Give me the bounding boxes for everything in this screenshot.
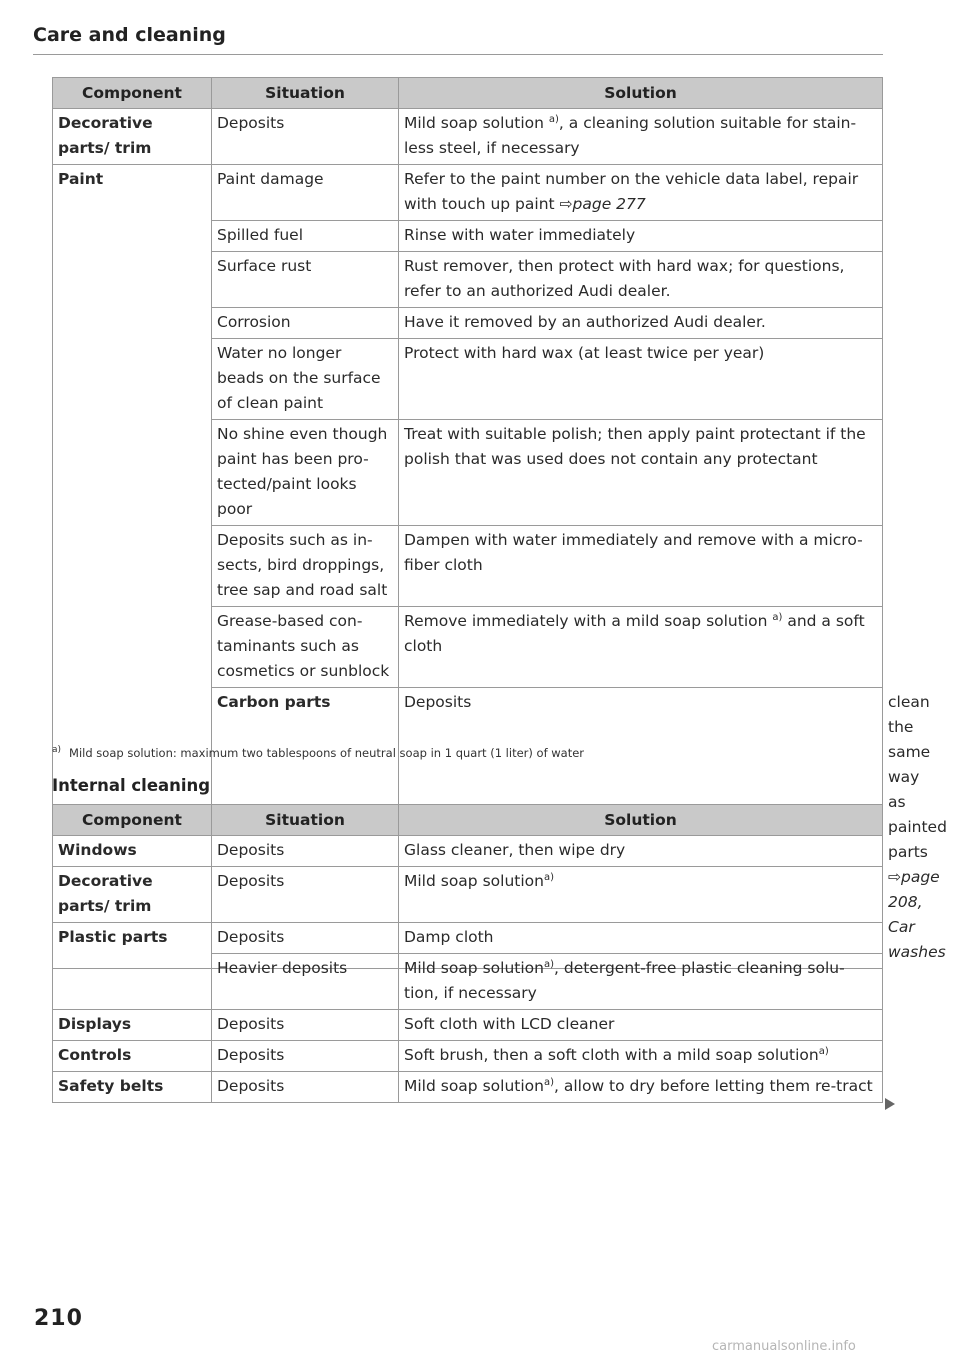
column-header-component: Component [53, 805, 212, 836]
footnote-ref: a) [543, 871, 554, 883]
situation-cell: Grease-based con-taminants such as cosmetics or sunblock [212, 607, 399, 688]
solution-text: Refer to the paint number on the vehicle data label, repair with touch up paint [404, 170, 859, 213]
situation-cell: Deposits such as in-sects, bird droppings, tree sap and road salt [212, 526, 399, 607]
situation-cell: Water no longer beads on the surface of clean paint [212, 339, 399, 420]
solution-cell: Have it removed by an authorized Audi dealer. [399, 308, 883, 339]
table-row [53, 1041, 883, 1072]
component-cell: Windows [53, 836, 212, 867]
solution-text: and a soft cloth [404, 612, 865, 655]
footnote [52, 745, 882, 760]
situation-cell: Deposits [212, 836, 399, 867]
page-reference-link[interactable]: page 277 [572, 195, 646, 213]
situation-cell: Deposits [212, 923, 399, 954]
table-row [53, 1010, 883, 1041]
continue-arrow-icon [885, 1098, 895, 1110]
solution-cell [399, 867, 883, 923]
footnote-ref: a) [548, 113, 559, 125]
table-row [53, 836, 883, 867]
table-row [53, 165, 883, 221]
solution-cell [399, 165, 883, 221]
footnote-ref: a) [818, 1045, 829, 1057]
situation-cell: Spilled fuel [212, 221, 399, 252]
situation-cell: Corrosion [212, 308, 399, 339]
solution-cell: Soft cloth with LCD cleaner [399, 1010, 883, 1041]
solution-cell: Dampen with water immediately and remove with a micro-fiber cloth [399, 526, 883, 607]
table-header-row [53, 805, 883, 836]
solution-cell: Rust remover, then protect with hard wax; for questions, refer to an authorized Audi dealer. [399, 252, 883, 308]
situation-cell: Deposits [212, 1041, 399, 1072]
solution-cell: Protect with hard wax (at least twice per year) [399, 339, 883, 420]
solution-text: Mild soap solution [404, 959, 544, 977]
situation-cell: Deposits [212, 867, 399, 923]
solution-cell [399, 109, 883, 165]
footnote-ref: a) [772, 611, 783, 623]
component-cell: Plastic parts [53, 923, 212, 1010]
solution-text: , detergent-free plastic cleaning solu-tion, if necessary [404, 959, 845, 1002]
solution-cell [399, 607, 883, 688]
situation-cell: Deposits [212, 109, 399, 165]
watermark: carmanualsonline.info [712, 1339, 856, 1354]
solution-cell: Glass cleaner, then wipe dry [399, 836, 883, 867]
footnote-ref: a) [543, 958, 554, 970]
table-row [53, 923, 883, 954]
solution-cell: Rinse with water immediately [399, 221, 883, 252]
column-header-solution: Solution [399, 78, 883, 109]
table-header-row [53, 78, 883, 109]
footnote-mark: a) [52, 745, 62, 755]
page-ref-arrow-icon: ⇨ [559, 195, 573, 213]
solution-text: Mild soap solution [404, 1077, 544, 1095]
component-cell: Displays [53, 1010, 212, 1041]
situation-cell: Paint damage [212, 165, 399, 221]
component-cell: Decorative parts/ trim [53, 867, 212, 923]
page-header: Care and cleaning [33, 24, 883, 55]
internal-cleaning-table [52, 804, 883, 1103]
solution-cell [399, 1041, 883, 1072]
page-reference-link[interactable]: page 208, Car washes [888, 868, 946, 961]
footnote-text: Mild soap solution: maximum two tablespoons of neutral soap in 1 quart (1 liter) of water [69, 745, 585, 760]
situation-cell: Heavier deposits [212, 954, 399, 1010]
component-cell: Safety belts [53, 1072, 212, 1103]
solution-text: , a cleaning solution suitable for stain-less steel, if necessary [404, 114, 857, 157]
section-title-internal-cleaning: Internal cleaning [52, 776, 211, 795]
situation-cell: Deposits [212, 1072, 399, 1103]
solution-cell [399, 954, 883, 1010]
solution-text: Remove immediately with a mild soap solution [404, 612, 773, 630]
column-header-solution: Solution [399, 805, 883, 836]
situation-cell: Deposits [212, 1010, 399, 1041]
component-cell: Carbon parts [212, 688, 399, 969]
situation-cell: Deposits [399, 688, 883, 969]
column-header-situation: Situation [212, 78, 399, 109]
component-cell: Controls [53, 1041, 212, 1072]
solution-text: clean the same way as painted parts [888, 693, 947, 861]
solution-cell: Treat with suitable polish; then apply paint protectant if the polish that was used does not contain any protectant [399, 420, 883, 526]
table-row [53, 1072, 883, 1103]
solution-cell: Damp cloth [399, 923, 883, 954]
solution-text: Mild soap solution [404, 872, 544, 890]
situation-cell: Surface rust [212, 252, 399, 308]
footnote-ref: a) [543, 1076, 554, 1088]
solution-text: Mild soap solution [404, 114, 549, 132]
page-ref-arrow-icon: ⇨ [888, 868, 901, 886]
table-row [53, 109, 883, 165]
component-cell: Decorative parts/ trim [53, 109, 212, 165]
table-row [53, 867, 883, 923]
page-number: 210 [34, 1306, 83, 1331]
column-header-component: Component [53, 78, 212, 109]
solution-cell [399, 1072, 883, 1103]
solution-text: , allow to dry before letting them re-tract [554, 1077, 873, 1095]
solution-text: Soft brush, then a soft cloth with a mild soap solution [404, 1046, 819, 1064]
column-header-situation: Situation [212, 805, 399, 836]
component-cell: Paint [53, 165, 212, 969]
situation-cell: No shine even though paint has been pro-tected/paint looks poor [212, 420, 399, 526]
